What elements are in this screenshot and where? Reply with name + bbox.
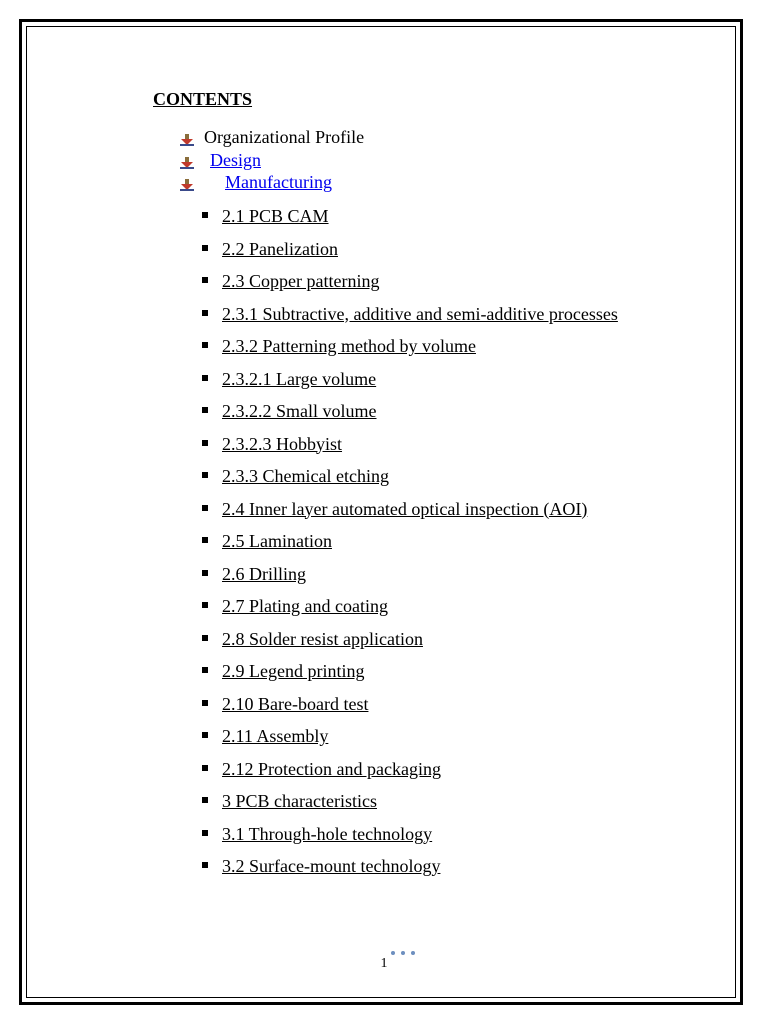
square-bullet-icon [202, 505, 208, 511]
list-item-label[interactable]: 2.6 Drilling [222, 563, 306, 584]
list-item-label[interactable]: 2.3.2 Patterning method by volume [222, 336, 476, 356]
square-bullet-icon [202, 602, 208, 608]
list-item-label[interactable]: 2.3.3 Chemical etching [222, 466, 389, 486]
list-item[interactable] [200, 525, 670, 558]
square-bullet-icon [202, 862, 208, 868]
list-item[interactable] [200, 298, 622, 331]
list-item-label[interactable]: 2.12 Protection and packaging [222, 758, 441, 779]
square-bullet-icon [202, 765, 208, 771]
list-item[interactable] [200, 590, 670, 623]
square-bullet-icon [202, 407, 208, 413]
list-item-label[interactable]: 2.3.2.2 Small volume [222, 401, 377, 421]
manufacturing-link[interactable]: Manufacturing [225, 172, 332, 192]
list-item-label[interactable]: 2.5 Lamination [222, 531, 332, 551]
list-item[interactable] [200, 493, 670, 526]
square-bullet-icon [202, 212, 208, 218]
list-item-label[interactable]: 2.9 Legend printing [222, 661, 365, 681]
square-bullet-icon [202, 472, 208, 478]
list-item-label[interactable]: 2.10 Bare-board test [222, 693, 369, 714]
list-item-label[interactable]: 2.2 Panelization [222, 238, 338, 259]
square-bullet-icon [202, 440, 208, 446]
square-bullet-icon [202, 732, 208, 738]
list-item-label[interactable]: 2.3.2.3 Hobbyist [222, 433, 343, 454]
list-item[interactable] [200, 395, 670, 428]
list-item-label[interactable]: 2.3.1 Subtractive, additive and semi-additive processes [222, 303, 618, 324]
list-item[interactable] [200, 655, 670, 688]
list-item[interactable] [200, 330, 670, 363]
list-item[interactable] [200, 558, 670, 591]
list-item[interactable] [200, 688, 670, 721]
square-bullet-icon [202, 667, 208, 673]
square-bullet-icon [202, 797, 208, 803]
manufacturing-sub-list [200, 200, 670, 883]
square-bullet-icon [202, 375, 208, 381]
square-bullet-icon [202, 245, 208, 251]
contents-heading: CONTENTS [153, 89, 253, 109]
list-item[interactable] [200, 818, 670, 851]
list-item-label[interactable]: 3.1 Through-hole technology [222, 823, 433, 844]
design-link[interactable]: Design [210, 149, 261, 170]
list-item[interactable] [200, 265, 670, 298]
list-item-label[interactable]: 3 PCB characteristics [222, 791, 377, 811]
square-bullet-icon [202, 277, 208, 283]
arrow-down-bullet-icon [180, 134, 194, 146]
list-item[interactable] [200, 785, 670, 818]
top-item-label: Organizational Profile [204, 127, 365, 147]
list-item[interactable] [200, 460, 670, 493]
square-bullet-icon [202, 537, 208, 543]
list-item-label[interactable]: 2.3 Copper patterning [222, 271, 380, 291]
square-bullet-icon [202, 830, 208, 836]
list-item[interactable] [200, 753, 670, 786]
square-bullet-icon [202, 342, 208, 348]
list-item-label[interactable]: 2.4 Inner layer automated optical inspection (AOI) [222, 498, 588, 519]
list-item-label[interactable]: 2.1 PCB CAM [222, 206, 329, 226]
page-ornament-icon [390, 950, 416, 956]
arrow-down-bullet-icon [180, 157, 194, 169]
list-item-label[interactable]: 2.7 Plating and coating [222, 596, 388, 616]
list-item-label[interactable]: 2.8 Solder resist application [222, 628, 423, 649]
square-bullet-icon [202, 700, 208, 706]
arrow-down-bullet-icon [180, 179, 194, 191]
page-number: 1 [380, 956, 388, 971]
list-item[interactable] [200, 720, 670, 753]
list-item[interactable] [200, 623, 670, 656]
list-item[interactable] [200, 363, 670, 396]
list-item[interactable] [200, 850, 670, 883]
list-item[interactable] [200, 428, 670, 461]
list-item-label[interactable]: 2.3.2.1 Large volume [222, 368, 377, 389]
square-bullet-icon [202, 570, 208, 576]
list-item[interactable] [200, 233, 670, 266]
square-bullet-icon [202, 310, 208, 316]
list-item-label[interactable]: 3.2 Surface-mount technology [222, 856, 441, 876]
list-item[interactable] [200, 200, 670, 233]
list-item-label[interactable]: 2.11 Assembly [222, 726, 329, 746]
square-bullet-icon [202, 635, 208, 641]
